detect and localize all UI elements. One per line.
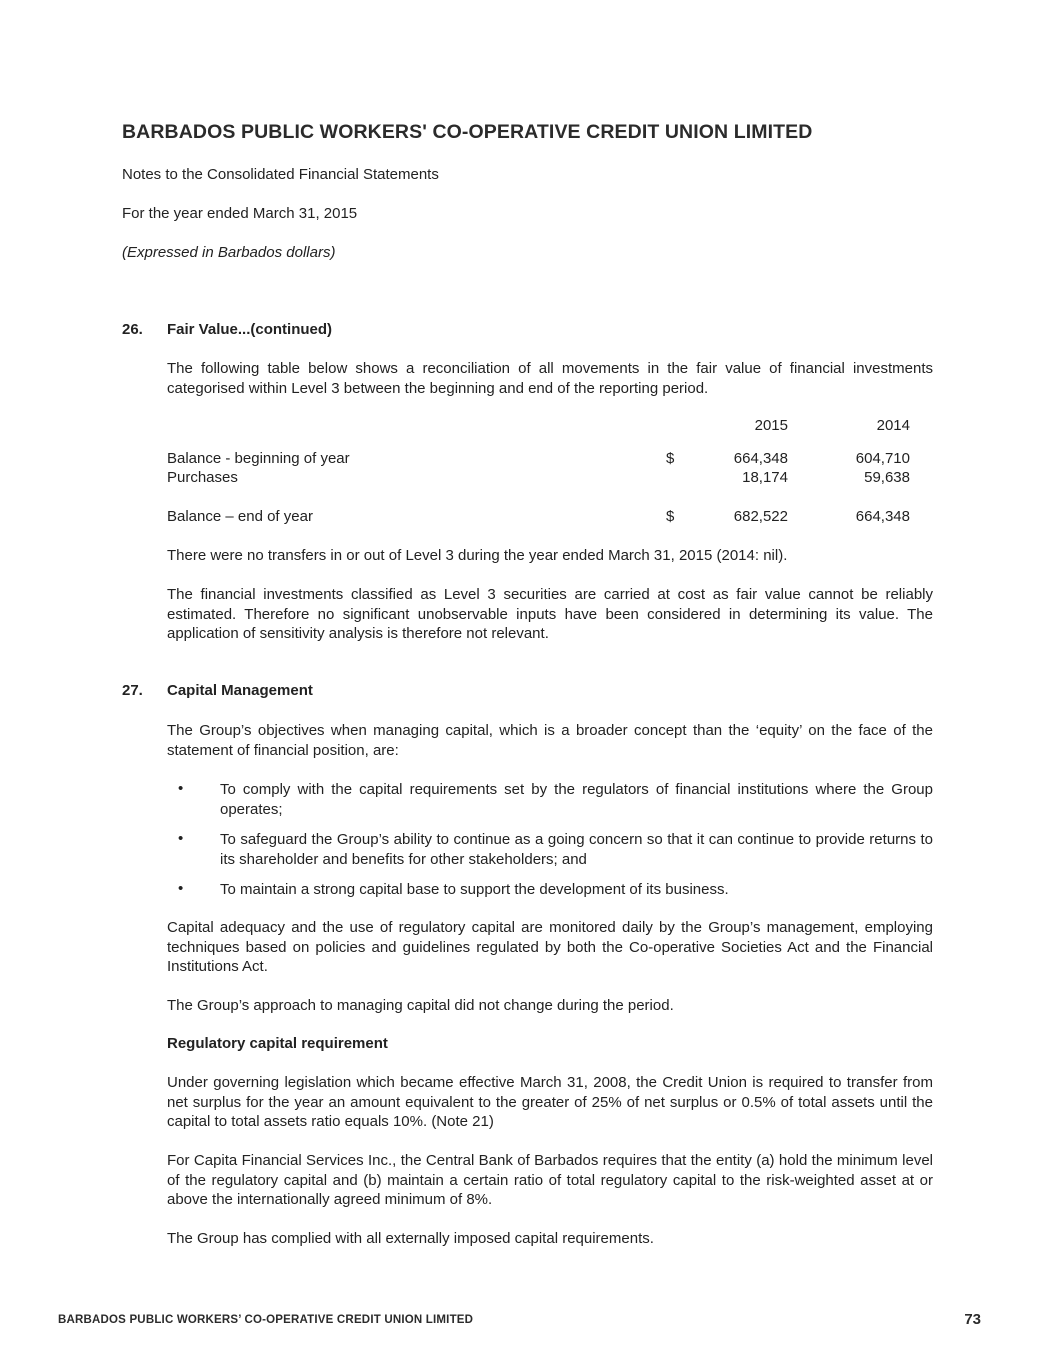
column-header-2015: 2015: [754, 417, 788, 434]
bullet-icon: •: [178, 830, 184, 847]
section-26-transfers-paragraph: There were no transfers in or out of Level 3 during the year ended March 31, 2015 (2014: nil).: [167, 547, 788, 564]
row-2014-purchases: 59,638: [864, 469, 910, 486]
currency-note: (Expressed in Barbados dollars): [122, 244, 336, 261]
footer-company-name: BARBADOS PUBLIC WORKERS’ CO-OPERATIVE CREDIT UNION LIMITED: [58, 1314, 474, 1326]
list-item: To maintain a strong capital base to support the development of its business.: [220, 881, 729, 898]
period-text: For the year ended March 31, 2015: [122, 205, 358, 222]
row-currency-balance-end: $: [666, 508, 675, 525]
capita-financial-paragraph: For Capita Financial Services Inc., the Central Bank of Barbados requires that the entity (a) hold the minimum level of the regulatory capital and (b) maintain a certain ratio of total regulatory capital to the risk-weighted asset at or above the internationally agreed minimum of 8%.: [167, 1152, 933, 1208]
column-header-2014: 2014: [876, 417, 910, 434]
row-currency-balance-beginning: $: [666, 450, 675, 467]
section-26-level3-paragraph: The financial investments classified as Level 3 securities are carried at cost as fair value cannot be reliably estimated. Therefore no significant unobservable inputs have been considered in determining its value. The application of sensitivity analysis is therefore not relevant.: [167, 586, 933, 642]
row-2014-balance-end: 664,348: [855, 508, 910, 525]
row-label-balance-beginning: Balance - beginning of year: [167, 450, 350, 467]
document-title: BARBADOS PUBLIC WORKERS' CO-OPERATIVE CREDIT UNION LIMITED: [122, 121, 813, 143]
regulatory-capital-subheading: Regulatory capital requirement: [167, 1035, 388, 1052]
capital-approach-paragraph: The Group’s approach to managing capital did not change during the period.: [167, 997, 674, 1014]
compliance-paragraph: The Group has complied with all externally imposed capital requirements.: [167, 1230, 654, 1247]
notes-title: Notes to the Consolidated Financial Statements: [122, 166, 439, 183]
section-27-intro: The Group’s objectives when managing capital, which is a broader concept than the ‘equity’ on the face of the statement of financial position, are:: [167, 722, 933, 759]
capital-adequacy-paragraph: Capital adequacy and the use of regulatory capital are monitored daily by the Group’s management, employing techniques based on policies and guidelines regulated by both the Co-operative Societies Act and the Financial Institutions Act.: [167, 919, 933, 975]
bullet-icon: •: [178, 780, 184, 797]
row-2015-balance-beginning: 664,348: [733, 450, 788, 467]
section-26-heading: Fair Value...(continued): [167, 321, 333, 338]
section-27-number: 27.: [122, 682, 143, 699]
row-2015-purchases: 18,174: [742, 469, 788, 486]
page-number: 73: [964, 1311, 981, 1328]
section-26-number: 26.: [122, 321, 143, 338]
row-2015-balance-end: 682,522: [733, 508, 788, 525]
section-27-heading: Capital Management: [167, 682, 313, 699]
row-label-purchases: Purchases: [167, 469, 238, 486]
legislation-paragraph: Under governing legislation which became effective March 31, 2008, the Credit Union is required to transfer from net surplus for the year an amount equivalent to the greater of 25% of net surplus or 0.5% of total assets until the capital to total assets ratio equals 10%. (Note 21): [167, 1074, 933, 1130]
bullet-icon: •: [178, 880, 184, 897]
row-2014-balance-beginning: 604,710: [855, 450, 910, 467]
row-label-balance-end: Balance – end of year: [167, 508, 313, 525]
list-item: To comply with the capital requirements set by the regulators of financial institutions where the Group operates;: [220, 781, 933, 818]
section-26-intro: The following table below shows a reconciliation of all movements in the fair value of financial investments categorised within Level 3 between the beginning and end of the reporting period.: [167, 360, 933, 397]
list-item: To safeguard the Group’s ability to continue as a going concern so that it can continue to provide returns to its shareholder and benefits for other stakeholders; and: [220, 831, 933, 868]
